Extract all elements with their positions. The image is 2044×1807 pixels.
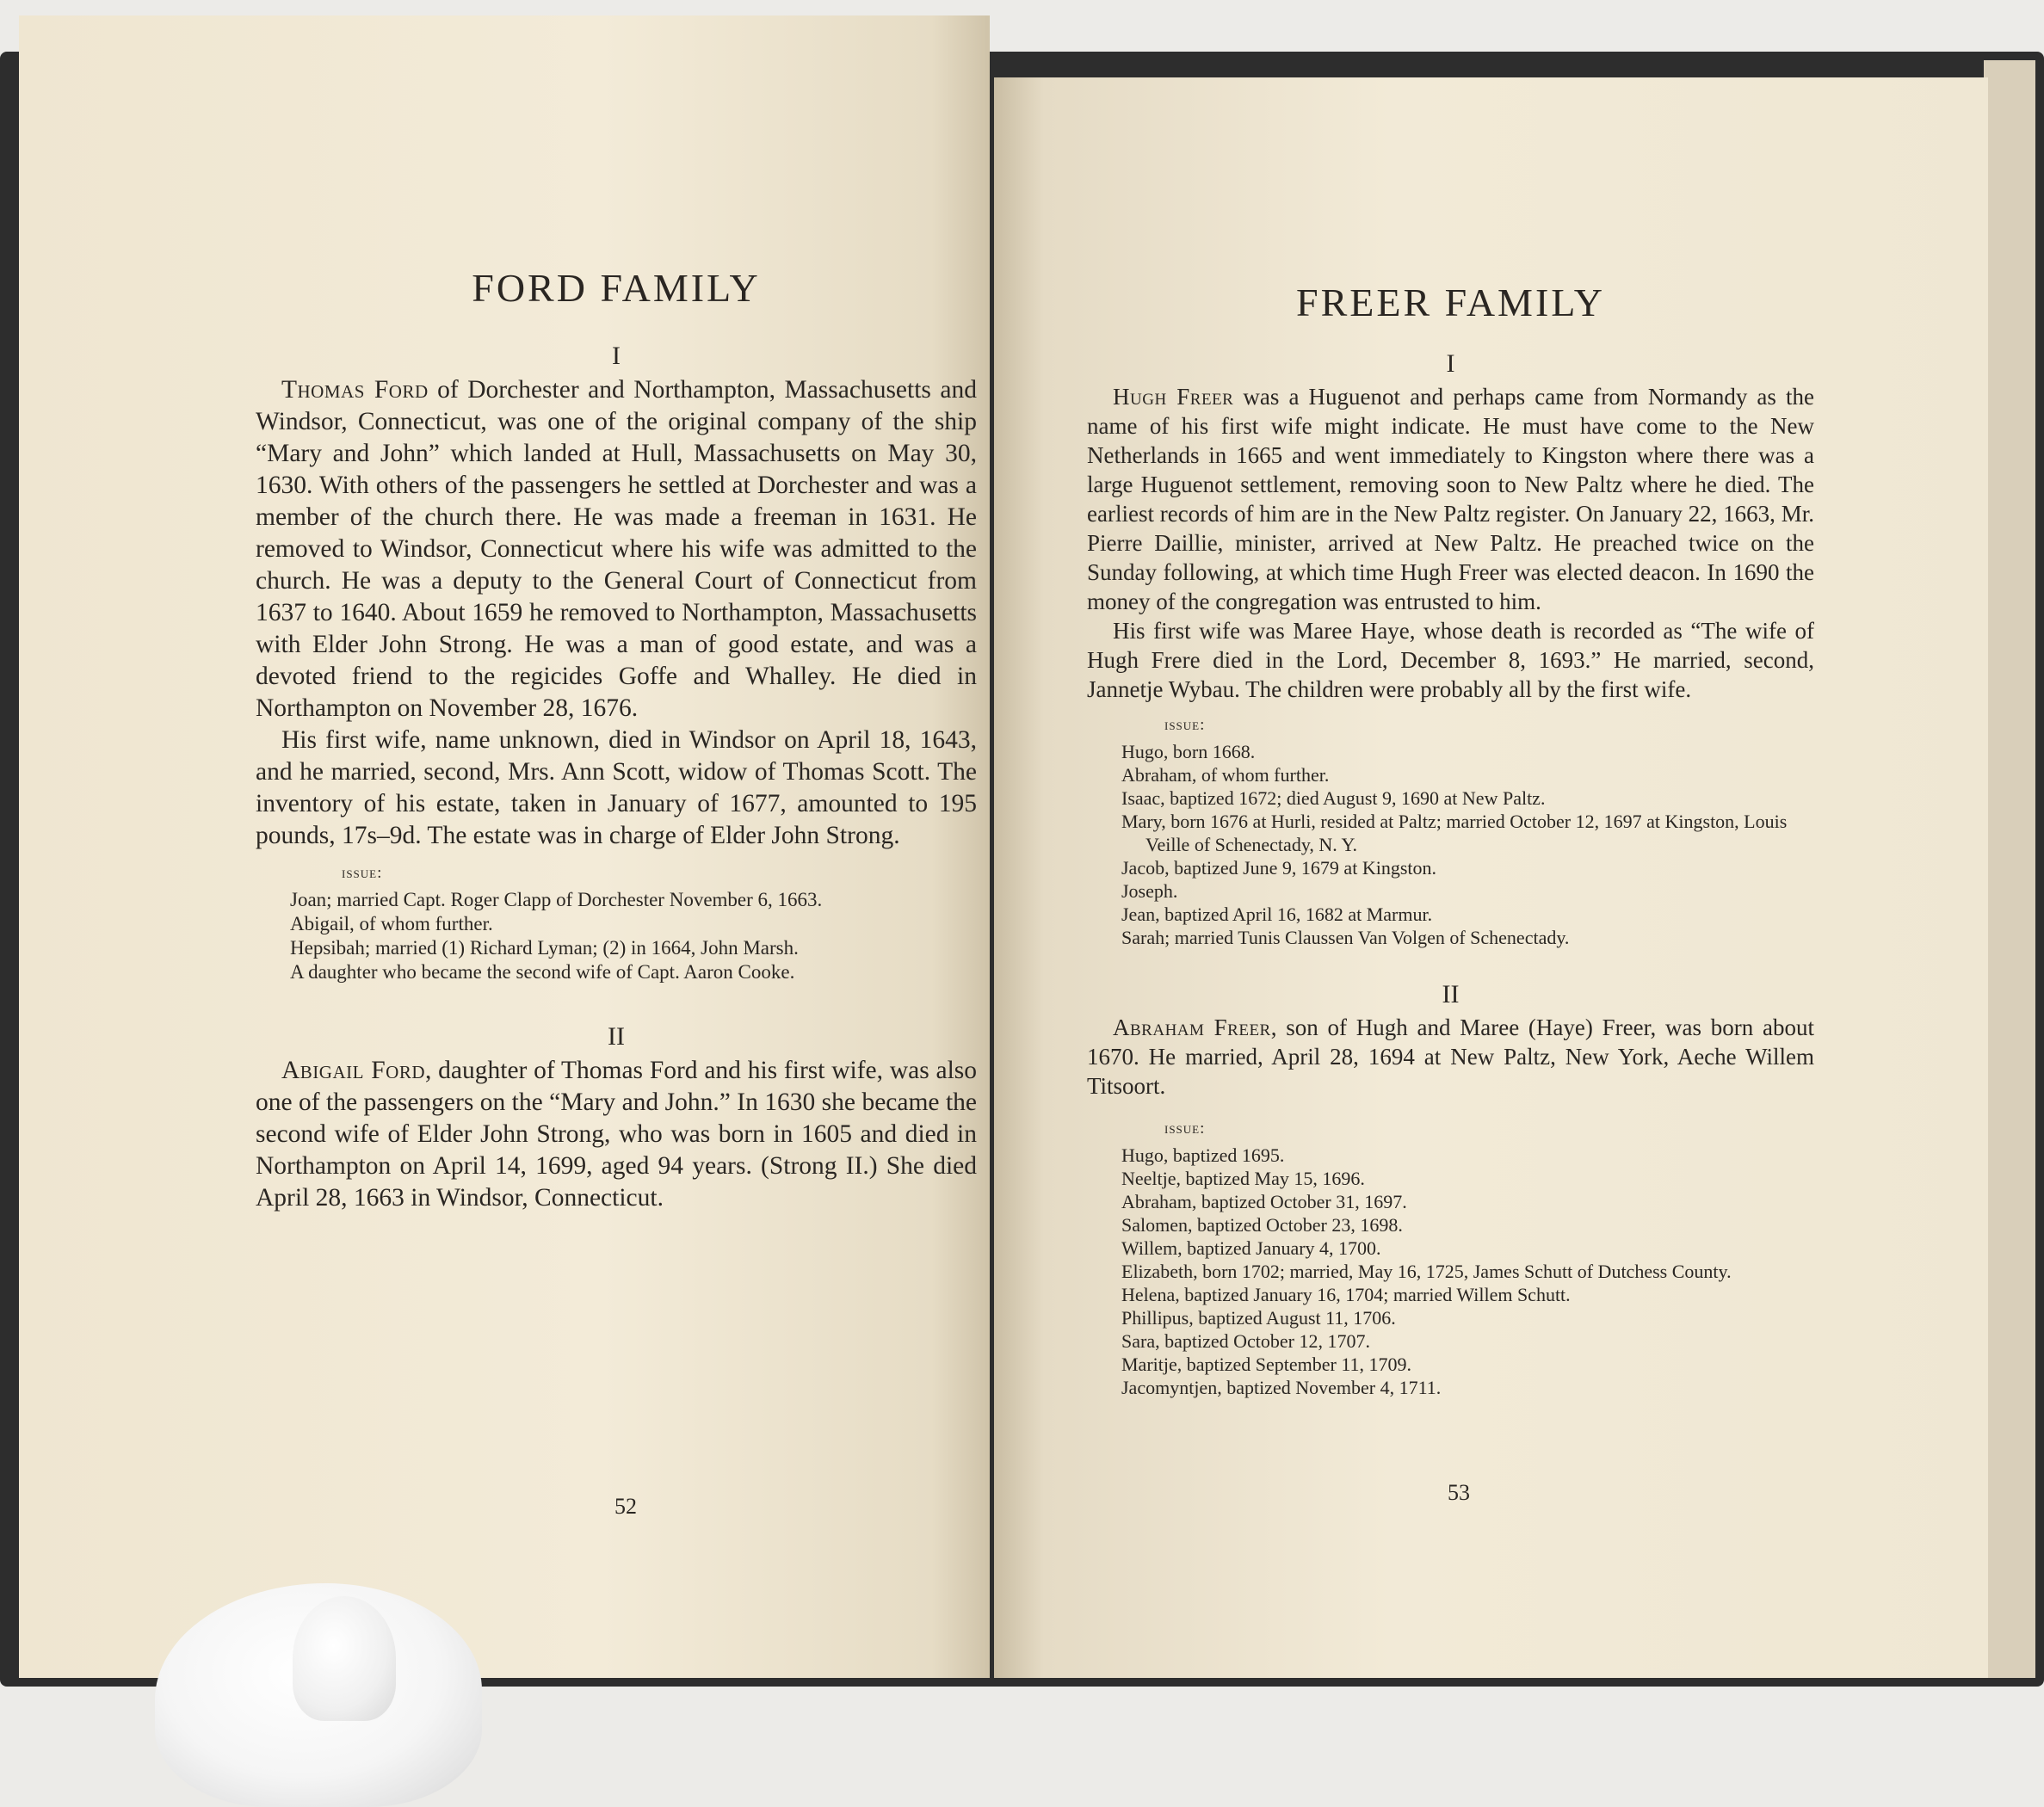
page-title: FREER FAMILY bbox=[1296, 281, 1605, 324]
list-item: Salomen, baptized October 23, 1698. bbox=[1121, 1214, 1403, 1236]
issue-label: issue: bbox=[1164, 716, 1206, 734]
paragraph: His first wife, name unknown, died in Windsor on April 18, 1643, and he married, second, Mrs. Ann Scott, widow of Thomas Scott. The inventory of his estate, taken in January of 1677, amounted to 195 pounds, 17s–9d. The estate was in charge of Elder John Strong. bbox=[256, 726, 977, 849]
section-numeral: I bbox=[612, 342, 621, 370]
issue-list bbox=[1087, 740, 1814, 949]
section-numeral: II bbox=[1442, 980, 1460, 1008]
list-item: Hugo, born 1668. bbox=[1121, 741, 1256, 762]
list-item: Abraham, of whom further. bbox=[1121, 764, 1330, 786]
list-item: Sarah; married Tunis Claussen Van Volgen of Schenectady. bbox=[1121, 927, 1570, 948]
issue-list bbox=[1087, 1144, 1814, 1399]
paragraph-lead: Abigail Ford bbox=[281, 1057, 425, 1084]
list-item: Joseph. bbox=[1121, 880, 1178, 902]
paragraph-text: , son of Hugh and Maree (Haye) Freer, was born about 1670. He married, April 28, 1694 at New Paltz, New York, Aeche Willem Titsoort. bbox=[1087, 1015, 1814, 1099]
paragraph-lead: Abraham Freer bbox=[1113, 1015, 1271, 1040]
paragraph-text: was a Huguenot and perhaps came from Normandy as the name of his first wife might indicate. He must have come to the New Netherlands in 1665 and went immediately to Kingston where there was a large Huguenot settlement, removing soon to New Paltz where he died. The earliest records of him are in the New Paltz register. On January 22, 1663, Mr. Pierre Daillie, minister, arrived at New Paltz. He preached twice on the Sunday following, at which time Hugh Freer was elected deacon. In 1690 the money of the congregation was entrusted to him. bbox=[1087, 384, 1814, 614]
page-number: 52 bbox=[614, 1494, 637, 1519]
list-item: Abraham, baptized October 31, 1697. bbox=[1121, 1191, 1407, 1212]
paragraph: His first wife was Maree Haye, whose death is recorded as “The wife of Hugh Frere died in the Lord, December 8, 1693.” He married, second, Jannetje Wybau. The children were probably all by the first wife. bbox=[1087, 618, 1814, 702]
list-item: Neeltje, baptized May 15, 1696. bbox=[1121, 1168, 1365, 1189]
paragraph bbox=[256, 1055, 977, 1214]
list-item: Helena, baptized January 16, 1704; married Willem Schutt. bbox=[1121, 1284, 1571, 1305]
issue-list bbox=[256, 888, 977, 984]
paragraph-lead: Hugh Freer bbox=[1113, 384, 1234, 410]
left-page-column bbox=[256, 265, 977, 1214]
list-item: Willem, baptized January 4, 1700. bbox=[1121, 1237, 1381, 1259]
list-item: Elizabeth, born 1702; married, May 16, 1725, James Schutt of Dutchess County. bbox=[1121, 1261, 1732, 1282]
list-item: Abigail, of whom further. bbox=[290, 913, 493, 934]
paragraph-lead: Thomas Ford bbox=[281, 376, 429, 404]
white-glove-thumb bbox=[293, 1596, 396, 1721]
list-item: Sara, baptized October 12, 1707. bbox=[1121, 1330, 1370, 1352]
list-item: Hugo, baptized 1695. bbox=[1121, 1144, 1285, 1166]
list-item: Jacomyntjen, baptized November 4, 1711. bbox=[1121, 1377, 1442, 1398]
list-item: Joan; married Capt. Roger Clapp of Dorchester November 6, 1663. bbox=[290, 889, 823, 910]
left-page bbox=[19, 15, 990, 1678]
page-title: FORD FAMILY bbox=[472, 266, 761, 310]
right-page-column bbox=[1087, 280, 1814, 1399]
list-item: Maritje, baptized September 11, 1709. bbox=[1121, 1354, 1412, 1375]
list-item: Jacob, baptized June 9, 1679 at Kingston. bbox=[1121, 857, 1436, 879]
section-numeral: I bbox=[1446, 349, 1455, 378]
paragraph bbox=[256, 374, 977, 725]
paragraph bbox=[1087, 382, 1814, 616]
paragraph bbox=[1087, 1013, 1814, 1101]
right-page-edges bbox=[1984, 60, 2035, 1678]
list-item: Isaac, baptized 1672; died August 9, 1690 at New Paltz. bbox=[1121, 787, 1546, 809]
list-item: A daughter who became the second wife of Capt. Aaron Cooke. bbox=[290, 961, 795, 983]
page-number: 53 bbox=[1448, 1480, 1470, 1505]
list-item: Jean, baptized April 16, 1682 at Marmur. bbox=[1121, 904, 1433, 925]
paragraph-text: , daughter of Thomas Ford and his first wife, was also one of the passengers on the “Mary and John.” In 1630 she became the second wife of Elder John Strong, who was born in 1605 and died in Northampton on April 14, 1699, aged 94 years. (Strong II.) She died April 28, 1663 in Windsor, Connecticut. bbox=[256, 1057, 978, 1212]
right-page bbox=[994, 77, 1988, 1678]
list-item: Phillipus, baptized August 11, 1706. bbox=[1121, 1307, 1396, 1329]
issue-label: issue: bbox=[342, 864, 383, 882]
list-item: Hepsibah; married (1) Richard Lyman; (2) in 1664, John Marsh. bbox=[290, 937, 799, 959]
section-numeral: II bbox=[608, 1022, 625, 1051]
paragraph-text: of Dorchester and Northampton, Massachusetts and Windsor, Connecticut, was one of the original company of the ship “Mary and John” which landed at Hull, Massachusetts on May 30, 1630. With others of the passengers he settled at Dorchester and was a member of the church there. He was made a freeman in 1631. He removed to Windsor, Connecticut where his wife was admitted to the church. He was a deputy to the General Court of Connecticut from 1637 to 1640. About 1659 he removed to Northampton, Massachusetts with Elder John Strong. He was a man of good estate, and was a devoted friend to the regicides Goffe and Whalley. He died in Northampton on November 28, 1676. bbox=[256, 376, 977, 722]
list-item: Mary, born 1676 at Hurli, resided at Paltz; married October 12, 1697 at Kingston, Louis Veille of Schenectady, N. Y. bbox=[1121, 811, 1788, 855]
issue-label: issue: bbox=[1164, 1119, 1206, 1138]
